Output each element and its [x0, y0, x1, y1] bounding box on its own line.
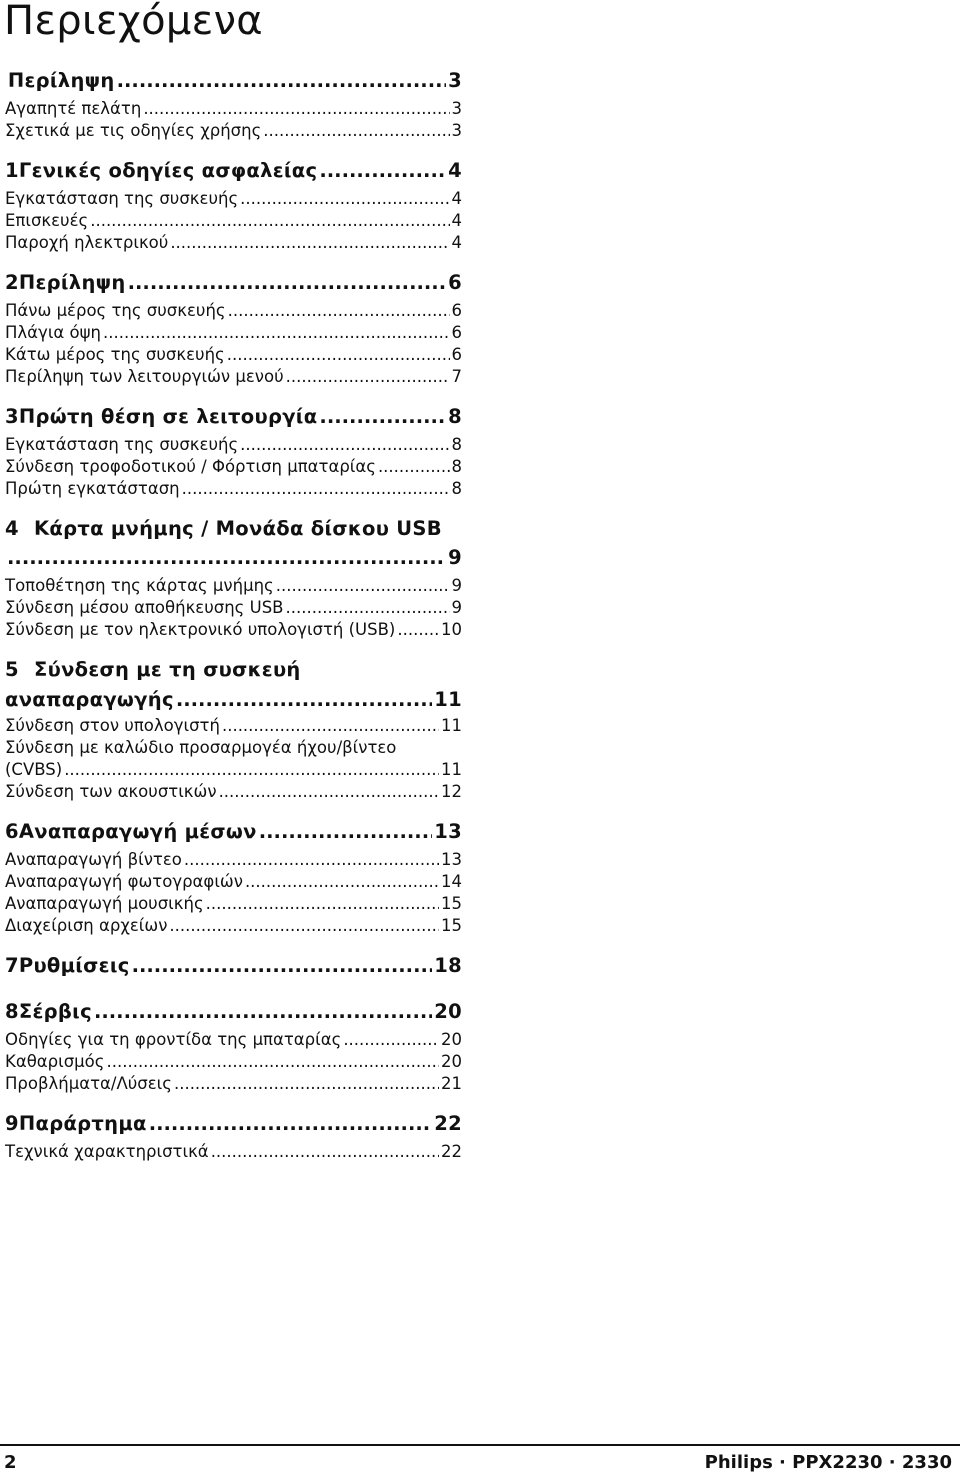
- toc-entry-title: Σύνδεση στον υπολογιστή: [5, 716, 220, 735]
- toc-leader-dots: [174, 1074, 439, 1093]
- toc-page-number: 11: [441, 716, 462, 735]
- toc-page-number: 3: [451, 99, 462, 118]
- toc-leader-dots: [240, 189, 449, 208]
- toc-entry-title: Αναπαραγωγή φωτογραφιών: [5, 872, 243, 891]
- toc-section-entry[interactable]: [5, 598, 462, 617]
- toc-page-number: 6: [451, 323, 462, 342]
- toc-page-number: 8: [451, 457, 462, 476]
- toc-section-entry[interactable]: [5, 301, 462, 320]
- toc-leader-dots: [64, 760, 439, 779]
- toc-leader-dots: [319, 159, 446, 182]
- toc-leader-dots: [132, 954, 433, 977]
- toc-page-number: 8: [451, 479, 462, 498]
- toc-chapter-number: 4: [5, 517, 19, 540]
- toc-page-number: 13: [434, 820, 462, 843]
- toc-page-number: 4: [451, 211, 462, 230]
- toc-section-entry[interactable]: [5, 121, 462, 140]
- toc-entry-title: Οδηγίες για τη φροντίδα της μπαταρίας: [5, 1030, 342, 1049]
- toc-section-entry[interactable]: [5, 1052, 462, 1071]
- toc-chapter-number: 6: [5, 820, 19, 843]
- toc-entry-title: Γενικές οδηγίες ασφαλείας: [18, 159, 318, 182]
- toc-leader-dots: [169, 916, 439, 935]
- toc-section-entry[interactable]: [5, 1074, 462, 1093]
- toc-leader-dots: [245, 872, 439, 891]
- toc-page-number: 6: [448, 271, 462, 294]
- toc-entry-title: Αγαπητέ πελάτη: [5, 99, 142, 118]
- toc-page-number: 9: [448, 546, 462, 569]
- toc-leader-dots: [170, 233, 449, 252]
- toc-entry-title: Παροχή ηλεκτρικού: [5, 233, 169, 252]
- toc-section-entry[interactable]: [5, 782, 462, 801]
- toc-chapter-entry[interactable]: [5, 820, 462, 843]
- toc-leader-dots: [211, 1142, 439, 1161]
- toc-entry-title: Σύνδεση με καλώδιο προσαρμογέα ήχου/βίντεο: [5, 738, 397, 757]
- toc-section-entry[interactable]: [5, 233, 462, 252]
- toc-leader-dots: [206, 894, 439, 913]
- toc-entry-title: Τοποθέτηση της κάρτας μνήμης: [5, 576, 274, 595]
- toc-page-number: 3: [448, 69, 462, 92]
- toc-chapter-entry[interactable]: [5, 688, 462, 711]
- toc-leader-dots: [276, 576, 450, 595]
- toc-page-number: 9: [451, 598, 462, 617]
- toc-entry-title: Αναπαραγωγή βίντεο: [5, 850, 182, 869]
- toc-chapter-number: 5: [5, 658, 19, 681]
- toc-leader-dots: [176, 688, 432, 711]
- toc-chapter-entry[interactable]: [5, 405, 462, 428]
- toc-entry-title: Σύνδεση των ακουστικών: [5, 782, 217, 801]
- toc-section-entry[interactable]: [5, 894, 462, 913]
- toc-chapter-entry[interactable]: [5, 1000, 462, 1023]
- toc-leader-dots: [117, 69, 447, 92]
- toc-section-entry[interactable]: [5, 457, 462, 476]
- toc-chapter-number: 2: [5, 271, 19, 294]
- table-of-contents: [0, 0, 466, 1200]
- toc-leader-dots: [219, 782, 439, 801]
- toc-page-number: 13: [441, 850, 462, 869]
- toc-chapter-entry[interactable]: [5, 159, 462, 182]
- toc-chapter-entry[interactable]: [5, 546, 462, 569]
- toc-entry-title: Περίληψη: [7, 69, 115, 92]
- toc-leader-dots: [240, 435, 449, 454]
- toc-leader-dots: [319, 405, 446, 428]
- toc-section-entry[interactable]: [5, 479, 462, 498]
- toc-entry-title: Διαχείριση αρχείων: [5, 916, 168, 935]
- toc-page-number: 4: [448, 159, 462, 182]
- toc-page-number: 8: [451, 435, 462, 454]
- toc-page-number: 21: [441, 1074, 462, 1093]
- toc-entry-title: Σέρβις: [18, 1000, 92, 1023]
- toc-chapter-entry[interactable]: [5, 954, 462, 977]
- toc-section-entry[interactable]: [5, 99, 462, 118]
- toc-section-entry[interactable]: [5, 760, 462, 779]
- toc-entry-title: Πλάγια όψη: [5, 323, 101, 342]
- toc-leader-dots: [182, 479, 450, 498]
- toc-chapter-number: 7: [5, 954, 19, 977]
- toc-section-entry[interactable]: [5, 367, 462, 386]
- toc-entry-title: Σύνδεση μέσου αποθήκευσης USB: [5, 598, 284, 617]
- toc-page-number: 8: [448, 405, 462, 428]
- toc-entry-title: Σύνδεση τροφοδοτικού / Φόρτιση μπαταρίας: [5, 457, 376, 476]
- toc-entry-title: Επισκευές: [5, 211, 89, 230]
- toc-leader-dots: [222, 716, 439, 735]
- toc-page-number: 14: [441, 872, 462, 891]
- toc-entry-title: Σύνδεση με τη συσκευή: [34, 658, 301, 681]
- toc-section-entry[interactable]: [5, 738, 462, 757]
- footer-page-number: 2: [4, 1452, 17, 1473]
- toc-page-number: 4: [451, 189, 462, 208]
- toc-section-entry[interactable]: [5, 211, 462, 230]
- toc-entry-title: Περίληψη των λειτουργιών μενού: [5, 367, 284, 386]
- toc-leader-dots: [228, 301, 450, 320]
- toc-leader-dots: [263, 121, 449, 140]
- toc-entry-title: Σχετικά με τις οδηγίες χρήσης: [5, 121, 262, 140]
- toc-section-entry[interactable]: [5, 1030, 462, 1049]
- toc-leader-dots: [94, 1000, 432, 1023]
- toc-page-number: 6: [451, 345, 462, 364]
- toc-page-number: 11: [434, 688, 462, 711]
- toc-leader-dots: [227, 345, 450, 364]
- toc-entry-title: Περίληψη: [18, 271, 126, 294]
- toc-leader-dots: [106, 1052, 439, 1071]
- toc-leader-dots: [378, 457, 450, 476]
- toc-entry-title: Κάρτα μνήμης / Μονάδα δίσκου USB: [34, 517, 442, 540]
- toc-section-entry[interactable]: [5, 620, 462, 639]
- toc-entry-title: (CVBS): [5, 760, 63, 779]
- toc-section-entry[interactable]: [5, 189, 462, 208]
- toc-page-number: 22: [441, 1142, 462, 1161]
- toc-chapter-number: 1: [5, 159, 19, 182]
- toc-section-entry[interactable]: [5, 576, 462, 595]
- toc-leader-dots: [90, 211, 449, 230]
- toc-page-number: 6: [451, 301, 462, 320]
- toc-entry-title: Ρυθμίσεις: [18, 954, 130, 977]
- toc-chapter-entry[interactable]: [5, 1112, 462, 1135]
- toc-page-number: 3: [451, 121, 462, 140]
- toc-page-number: 22: [434, 1112, 462, 1135]
- toc-chapter-number: 8: [5, 1000, 19, 1023]
- toc-section-entry[interactable]: [5, 345, 462, 364]
- toc-leader-dots: [184, 850, 439, 869]
- toc-leader-dots: [259, 820, 433, 843]
- toc-leader-dots: [286, 367, 450, 386]
- toc-entry-title: Παράρτημα: [18, 1112, 147, 1135]
- toc-entry-title: Προβλήματα/Λύσεις: [5, 1074, 172, 1093]
- toc-page-number: 18: [434, 954, 462, 977]
- toc-chapter-entry[interactable]: [5, 517, 462, 540]
- toc-section-entry[interactable]: [5, 323, 462, 342]
- toc-entry-title: Καθαρισμός: [5, 1052, 105, 1071]
- toc-page-number: 15: [441, 894, 462, 913]
- toc-leader-dots: [128, 271, 447, 294]
- toc-section-entry[interactable]: [5, 872, 462, 891]
- toc-section-entry[interactable]: [5, 1142, 462, 1161]
- toc-leader-dots: [103, 323, 450, 342]
- toc-entry-title: Τεχνικά χαρακτηριστικά: [5, 1142, 209, 1161]
- toc-entry-title: Πρώτη εγκατάσταση: [5, 479, 180, 498]
- toc-entry-title: Εγκατάσταση της συσκευής: [5, 189, 239, 208]
- toc-chapter-entry[interactable]: [5, 69, 462, 92]
- toc-section-entry[interactable]: [5, 435, 462, 454]
- toc-page-number: 4: [451, 233, 462, 252]
- toc-entry-title: Πάνω μέρος της συσκευής: [5, 301, 226, 320]
- toc-entry-title: Σύνδεση με τον ηλεκτρονικό υπολογιστή (USB): [5, 620, 396, 639]
- toc-entry-title: Κάτω μέρος της συσκευής: [5, 345, 225, 364]
- toc-entry-title: Πρώτη θέση σε λειτουργία: [18, 405, 318, 428]
- toc-chapter-entry[interactable]: [5, 271, 462, 294]
- toc-leader-dots: [149, 1112, 433, 1135]
- toc-leader-dots: [143, 99, 449, 118]
- toc-leader-dots: [343, 1030, 439, 1049]
- toc-leader-dots: [286, 598, 450, 617]
- toc-entry-title: Αναπαραγωγή μέσων: [18, 820, 257, 843]
- toc-page-number: 10: [441, 620, 462, 639]
- footer-divider: [0, 1444, 960, 1446]
- toc-entry-title: Αναπαραγωγή μουσικής: [5, 894, 204, 913]
- toc-chapter-entry[interactable]: [5, 658, 462, 681]
- toc-page-number: 20: [441, 1030, 462, 1049]
- toc-leader-dots: [7, 546, 446, 569]
- toc-leader-dots: [397, 620, 439, 639]
- toc-chapter-number: 9: [5, 1112, 19, 1135]
- toc-page-number: 9: [451, 576, 462, 595]
- toc-section-entry[interactable]: [5, 850, 462, 869]
- toc-page-number: 20: [441, 1052, 462, 1071]
- toc-page-number: 11: [441, 760, 462, 779]
- toc-page-number: 15: [441, 916, 462, 935]
- toc-section-entry[interactable]: [5, 716, 462, 735]
- toc-page-number: 12: [441, 782, 462, 801]
- toc-chapter-number: 3: [5, 405, 19, 428]
- toc-page-number: 20: [434, 1000, 462, 1023]
- footer-brand-model: Philips · PPX2230 · 2330: [704, 1452, 952, 1473]
- page-title: Περιεχόμενα: [4, 0, 263, 44]
- toc-entry-title: αναπαραγωγής: [5, 688, 174, 711]
- toc-page-number: 7: [451, 367, 462, 386]
- toc-entry-title: Εγκατάσταση της συσκευής: [5, 435, 239, 454]
- toc-section-entry[interactable]: [5, 916, 462, 935]
